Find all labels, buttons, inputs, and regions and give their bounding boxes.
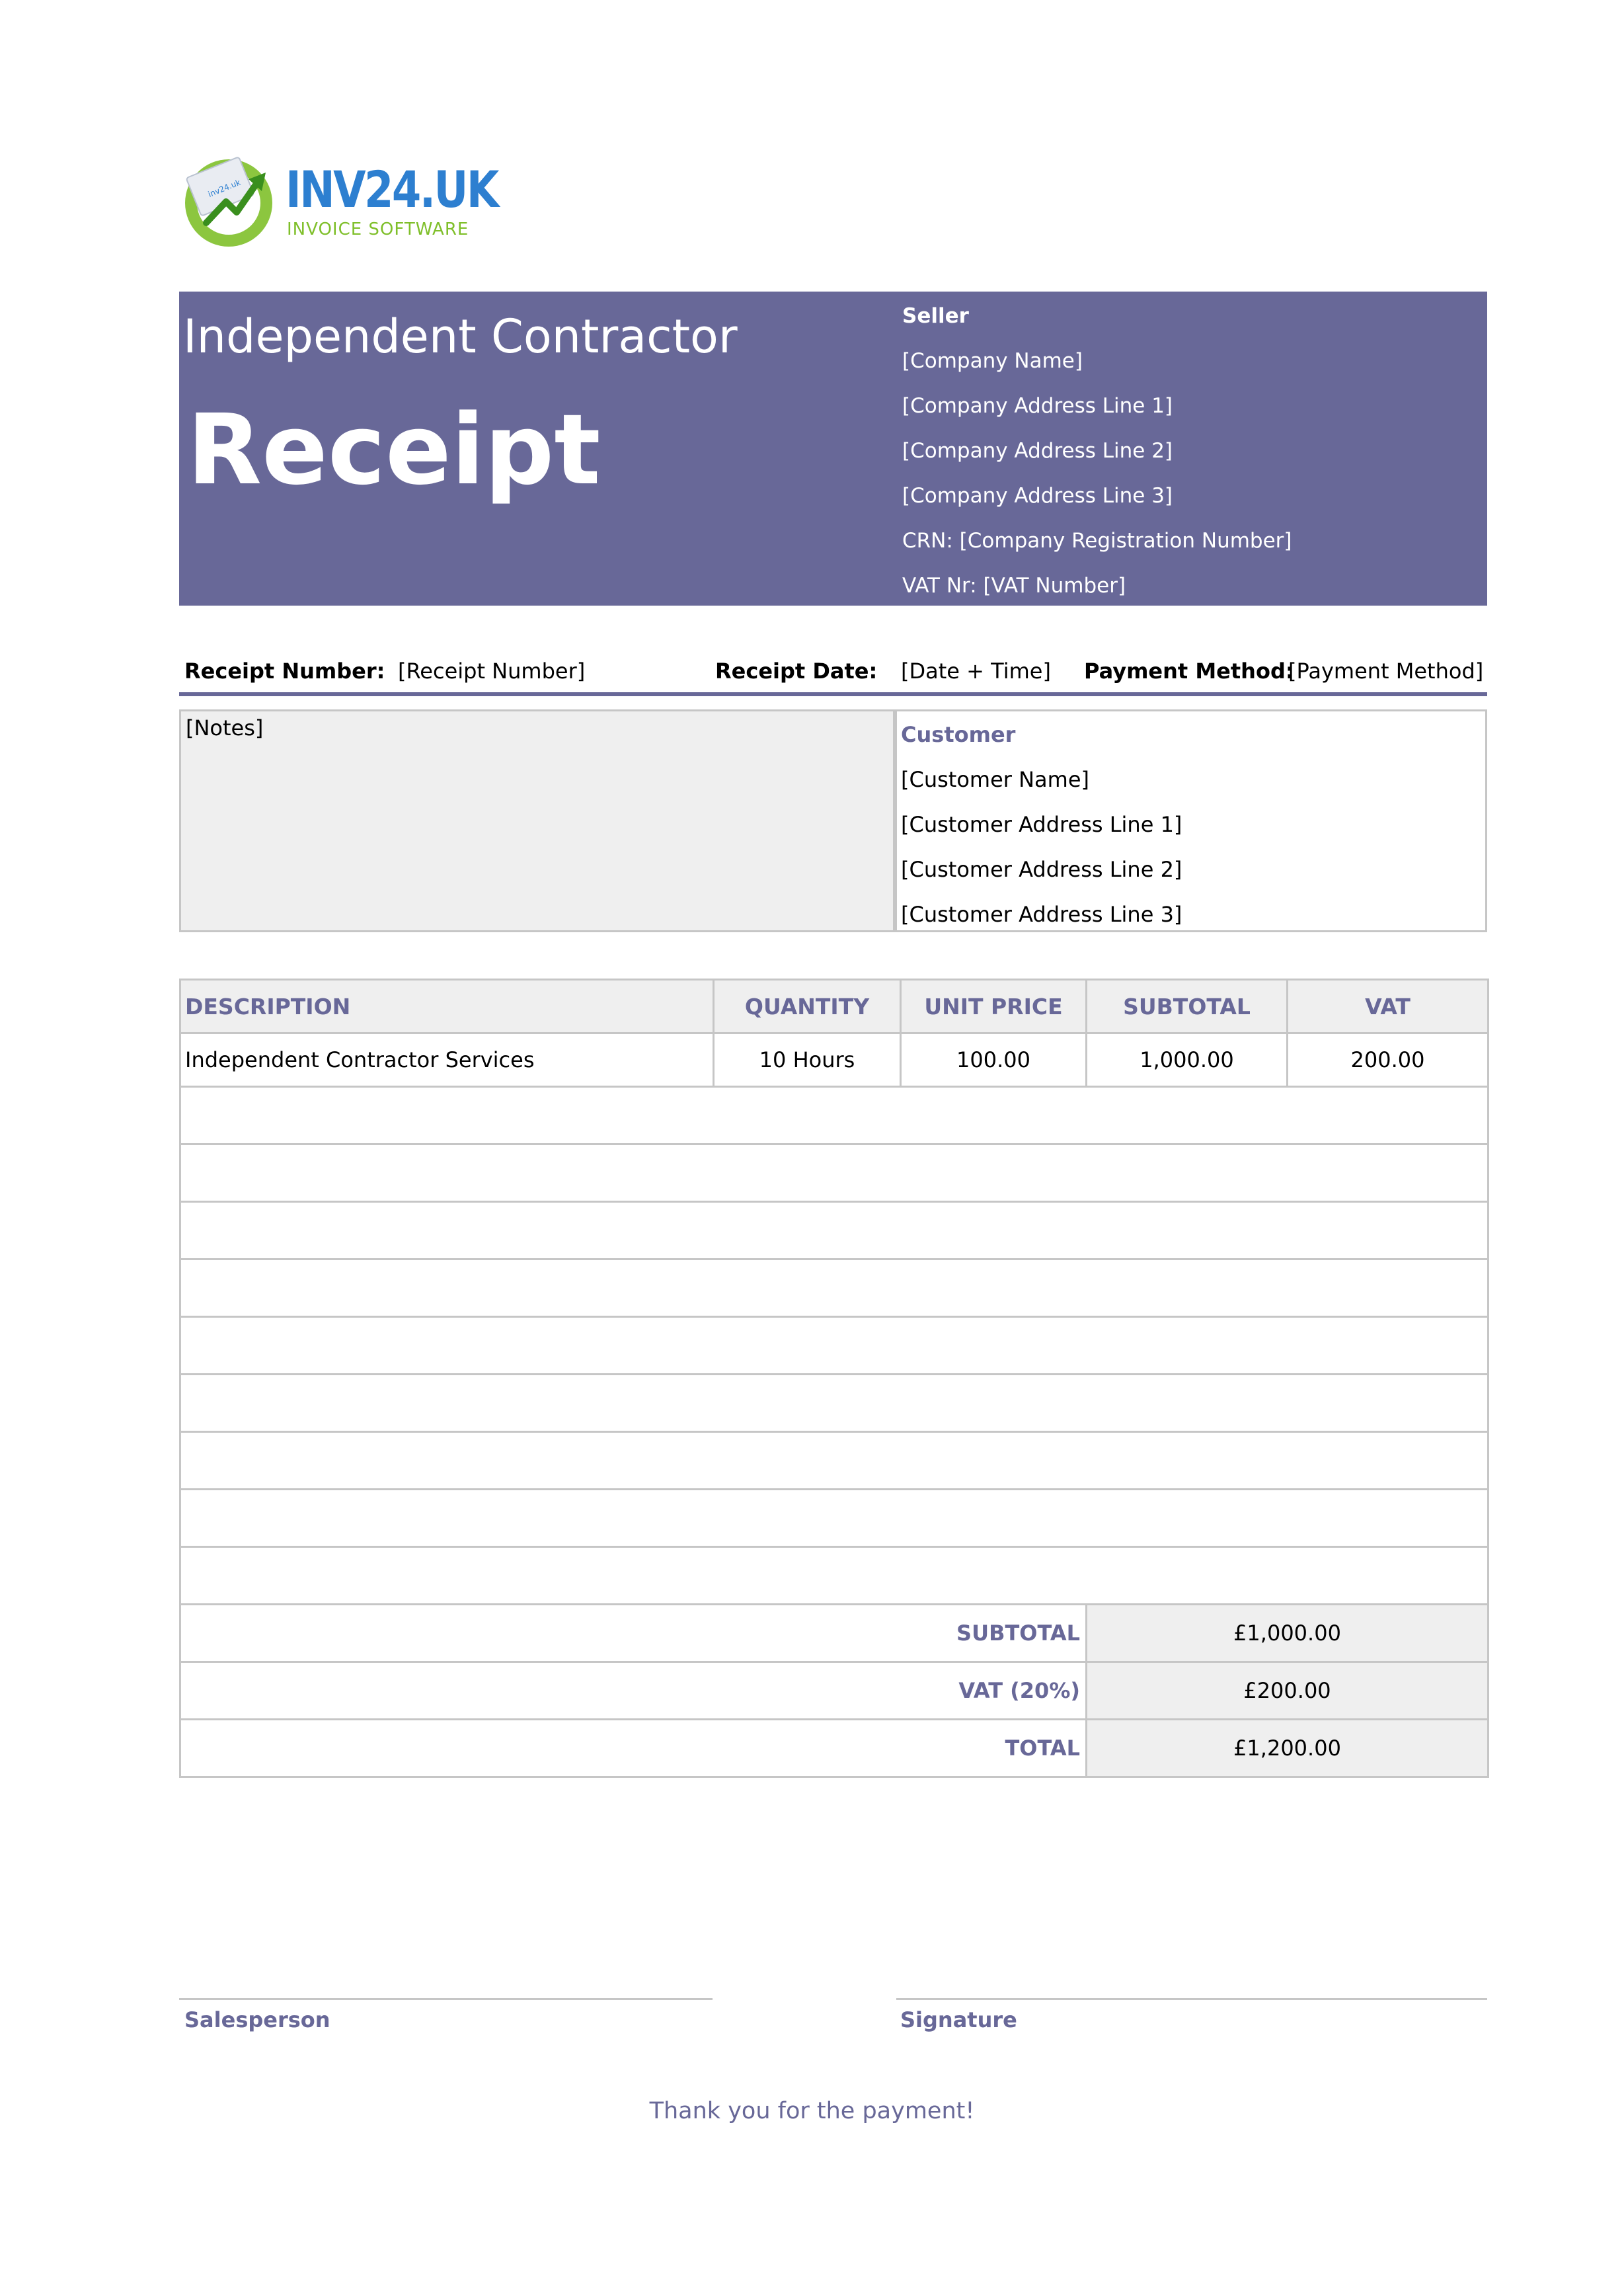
- header-band: [179, 292, 1487, 606]
- meta-divider: [179, 692, 1487, 696]
- item-vat: 200.00: [1288, 1033, 1489, 1087]
- customer-address-line-2: [Customer Address Line 2]: [901, 857, 1182, 882]
- notes-text: [Notes]: [186, 715, 264, 740]
- seller-crn: CRN: [Company Registration Number]: [902, 529, 1292, 553]
- table-header-row: [180, 980, 1489, 1033]
- salesperson-label: Salesperson: [184, 2007, 330, 2032]
- seller-address-line-3: [Company Address Line 3]: [902, 484, 1173, 508]
- item-subtotal: 1,000.00: [1087, 1033, 1288, 1087]
- item-unit-price: 100.00: [901, 1033, 1087, 1087]
- vat-total-value: £200.00: [1087, 1662, 1489, 1720]
- items-table-wrapper: [179, 979, 1487, 1778]
- empty-row: [180, 1202, 1489, 1260]
- receipt-number-label: Receipt Number:: [184, 659, 385, 684]
- logo-mark-icon: [180, 151, 278, 249]
- payment-method-label: Payment Method:: [1084, 659, 1294, 684]
- salesperson-line: [179, 1998, 713, 2000]
- empty-row: [180, 1490, 1489, 1547]
- logo-name: INV24.UK: [286, 160, 498, 219]
- empty-row: [180, 1087, 1489, 1144]
- seller-address-line-1: [Company Address Line 1]: [902, 394, 1173, 418]
- item-quantity: 10 Hours: [714, 1033, 901, 1087]
- vat-total-row: [180, 1662, 1489, 1720]
- seller-heading: Seller: [902, 304, 969, 328]
- customer-heading: Customer: [901, 722, 1016, 747]
- logo-tagline: INVOICE SOFTWARE: [287, 220, 469, 239]
- seller-address-line-2: [Company Address Line 2]: [902, 439, 1173, 463]
- subtotal-value: £1,000.00: [1087, 1605, 1489, 1662]
- table-row: [180, 1033, 1489, 1087]
- receipt-number-value: [Receipt Number]: [398, 659, 586, 684]
- vat-total-label: VAT (20%): [901, 1662, 1087, 1720]
- receipt-date-value: [Date + Time]: [901, 659, 1051, 684]
- empty-row: [180, 1547, 1489, 1605]
- grand-total-value: £1,200.00: [1087, 1720, 1489, 1777]
- items-table: [179, 979, 1489, 1778]
- customer-block: [895, 709, 1487, 932]
- svg-text:inv24.uk: inv24.uk: [206, 177, 242, 199]
- column-header-description: DESCRIPTION: [180, 980, 714, 1033]
- company-logo: [180, 151, 498, 249]
- thank-you-note: Thank you for the payment!: [649, 2098, 975, 2124]
- seller-vat-number: VAT Nr: [VAT Number]: [902, 574, 1126, 598]
- subtotal-label: SUBTOTAL: [901, 1605, 1087, 1662]
- document-subtitle: Independent Contractor: [183, 309, 738, 364]
- column-header-subtotal: SUBTOTAL: [1087, 980, 1288, 1033]
- signature-line: [896, 1998, 1487, 2000]
- customer-name: [Customer Name]: [901, 767, 1089, 792]
- empty-row: [180, 1260, 1489, 1317]
- column-header-quantity: QUANTITY: [714, 980, 901, 1033]
- empty-row: [180, 1375, 1489, 1432]
- item-description: Independent Contractor Services: [180, 1033, 714, 1087]
- grand-total-row: [180, 1720, 1489, 1777]
- customer-address-line-3: [Customer Address Line 3]: [901, 902, 1182, 927]
- customer-address-line-1: [Customer Address Line 1]: [901, 812, 1182, 837]
- column-header-unit-price: UNIT PRICE: [901, 980, 1087, 1033]
- grand-total-label: TOTAL: [901, 1720, 1087, 1777]
- notes-box: [179, 709, 895, 932]
- column-header-vat: VAT: [1288, 980, 1489, 1033]
- receipt-date-label: Receipt Date:: [715, 659, 878, 684]
- document-title: Receipt: [187, 393, 601, 506]
- payment-method-value: [Payment Method]: [1288, 659, 1484, 684]
- empty-row: [180, 1317, 1489, 1375]
- subtotal-row: [180, 1605, 1489, 1662]
- empty-row: [180, 1144, 1489, 1202]
- seller-company-name: [Company Name]: [902, 349, 1083, 373]
- empty-row: [180, 1432, 1489, 1490]
- signature-label: Signature: [900, 2007, 1017, 2032]
